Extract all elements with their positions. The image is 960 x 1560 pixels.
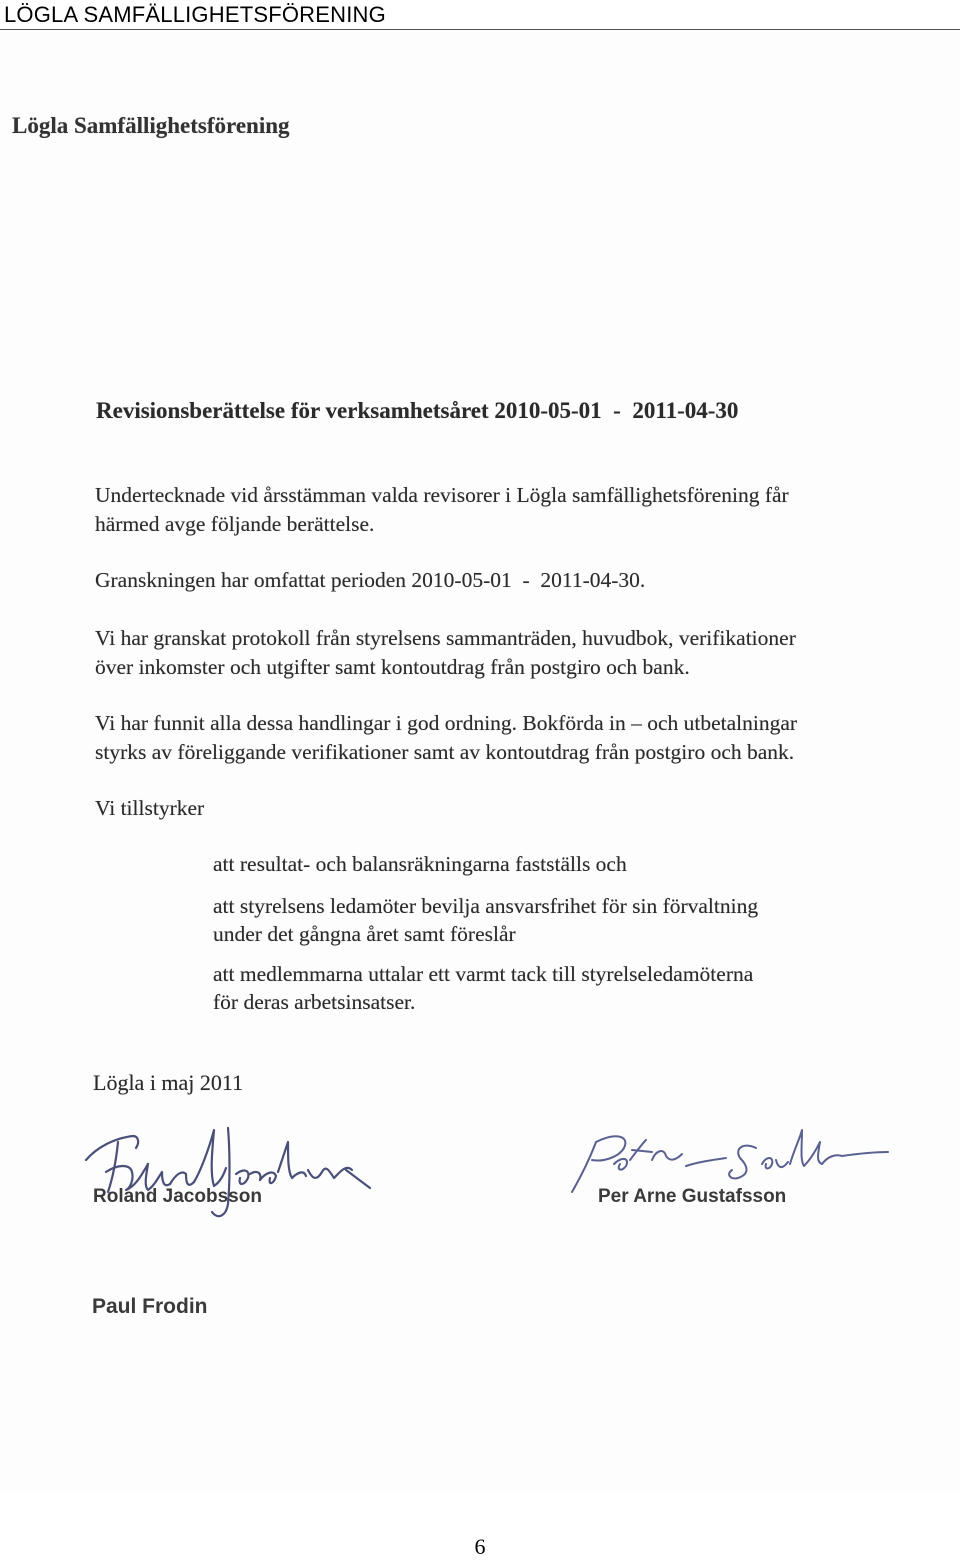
paragraph-line: Undertecknade vid årsstämman valda revisorer i Lögla samfällighetsförening får bbox=[95, 483, 789, 507]
paragraph-intro bbox=[95, 481, 789, 539]
paragraph-recommend bbox=[95, 794, 204, 823]
running-header: LÖGLA SAMFÄLLIGHETSFÖRENING bbox=[4, 2, 386, 27]
paragraph-period bbox=[95, 566, 645, 595]
paragraph-line: Vi tillstyrker bbox=[95, 796, 205, 820]
header-rule bbox=[0, 29, 960, 30]
document-title: Revisionsberättelse för verksamhetsåret 2010-05-01 - 2011-04-30 bbox=[96, 398, 739, 423]
place-date: Lögla i maj 2011 bbox=[93, 1070, 244, 1095]
paragraph-reviewed bbox=[95, 624, 796, 682]
clause-line: att medlemmarna uttalar ett varmt tack till styrelseledamöterna bbox=[213, 962, 754, 986]
paragraph-findings bbox=[95, 709, 797, 767]
clause-adopt-accounts bbox=[213, 850, 627, 878]
paragraph-line: Vi har funnit alla dessa handlingar i god ordning. Bokförda in – och utbetalningar bbox=[95, 711, 798, 735]
signatory-name: Per Arne Gustafsson bbox=[598, 1186, 787, 1207]
clause-line: för deras arbetsinsatser. bbox=[213, 990, 416, 1014]
organization-name: Lögla Samfällighetsförening bbox=[12, 113, 290, 138]
clause-thanks bbox=[213, 960, 753, 1016]
paragraph-line: över inkomster och utgifter samt kontoutdrag från postgiro och bank. bbox=[95, 655, 690, 679]
signature-roland-jacobsson bbox=[78, 1112, 378, 1227]
paragraph-line: Vi har granskat protokoll från styrelsens sammanträden, huvudbok, verifikationer bbox=[95, 626, 796, 650]
paragraph-line: styrks av föreliggande verifikationer samt av kontoutdrag från postgiro och bank. bbox=[95, 740, 795, 764]
clause-line: under det gångna året samt föreslår bbox=[213, 922, 516, 946]
page-number: 6 bbox=[474, 1534, 486, 1559]
clause-discharge bbox=[213, 892, 758, 948]
clause-line: att resultat- och balansräkningarna fastställs och bbox=[213, 852, 627, 876]
signatory-name: Roland Jacobsson bbox=[93, 1186, 262, 1207]
paragraph-line: Granskningen har omfattat perioden 2010-05-01 - 2011-04-30. bbox=[95, 568, 646, 592]
paragraph-line: härmed avge följande berättelse. bbox=[95, 512, 375, 536]
clause-line: att styrelsens ledamöter bevilja ansvarsfrihet för sin förvaltning bbox=[213, 894, 759, 918]
signatory-name: Paul Frodin bbox=[92, 1295, 208, 1318]
